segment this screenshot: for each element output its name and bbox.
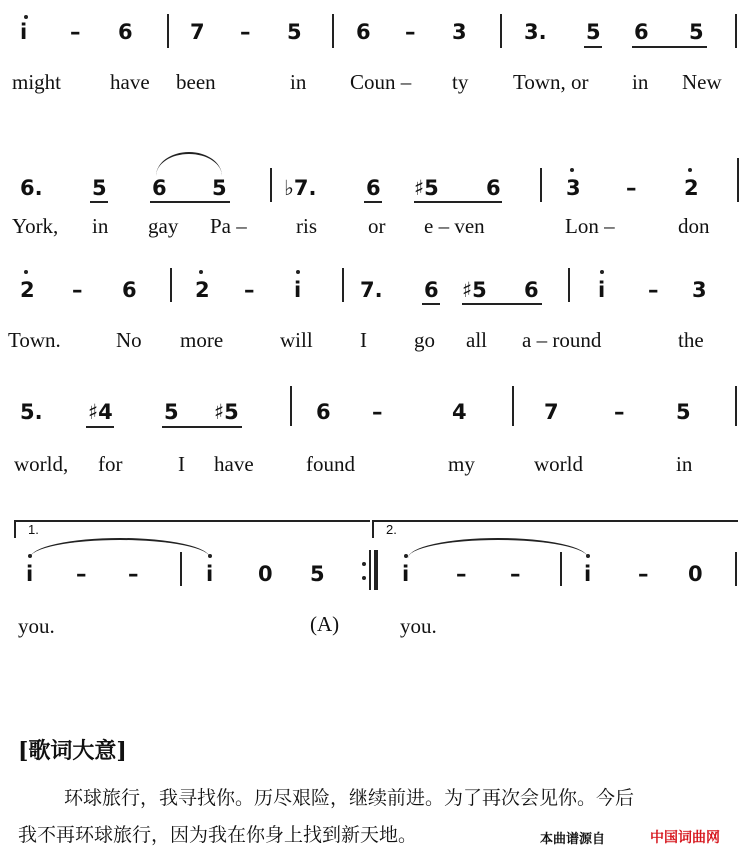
note: i xyxy=(206,562,214,586)
dash: – xyxy=(614,400,625,424)
note: 6 xyxy=(486,176,501,200)
barline xyxy=(342,268,344,302)
note: ♯4 xyxy=(88,400,113,424)
note: 2 xyxy=(20,278,35,302)
note: 5 xyxy=(586,20,601,44)
lyrics-meaning-line-1: 环球旅行，我寻找你。历尽艰险，继续前进。为了再次会见你。今后 xyxy=(64,787,635,809)
volta-2-label: 2. xyxy=(386,522,397,537)
octave-dot xyxy=(28,554,32,558)
lyric: a – round xyxy=(522,328,602,352)
site-brand: 中国词曲网 xyxy=(650,830,720,846)
barline xyxy=(167,14,169,48)
note: 5. xyxy=(20,400,43,424)
volta-bracket-2 xyxy=(372,520,738,522)
note: 7. xyxy=(360,278,383,302)
lyric: have xyxy=(110,70,150,94)
note: ♭7. xyxy=(284,176,317,200)
lyric: ris xyxy=(296,214,317,238)
repeat-barline-thick xyxy=(374,550,378,590)
lyric: been xyxy=(176,70,216,94)
note: 5 xyxy=(310,562,325,586)
barline xyxy=(737,158,739,202)
note: i xyxy=(26,562,34,586)
note: 6 xyxy=(524,278,539,302)
lyric: have xyxy=(214,452,254,476)
lyric: might xyxy=(12,70,62,94)
note: 5 xyxy=(676,400,691,424)
note: 5 xyxy=(287,20,302,44)
dash: – xyxy=(70,20,81,44)
octave-dot xyxy=(24,270,28,274)
slur xyxy=(156,152,222,176)
barline xyxy=(332,14,334,48)
note: 3 xyxy=(452,20,467,44)
source-credit: 本曲谱源自 xyxy=(540,832,606,847)
lyric: Lon – xyxy=(565,214,615,238)
barline xyxy=(180,552,182,586)
lyric: gay xyxy=(148,214,179,238)
underline xyxy=(414,201,502,203)
note: 6 xyxy=(122,278,137,302)
lyric: all xyxy=(466,328,487,352)
dash: – xyxy=(244,278,255,302)
lyric: e – ven xyxy=(424,214,485,238)
barline xyxy=(568,268,570,302)
dash: – xyxy=(510,562,521,586)
volta-bracket-1 xyxy=(14,520,370,522)
lyric: you. xyxy=(18,614,55,638)
octave-dot xyxy=(24,15,28,19)
repeat-dot xyxy=(362,576,366,580)
barline xyxy=(540,168,542,202)
lyric: my xyxy=(448,452,475,476)
underline xyxy=(90,201,108,203)
lyric: in xyxy=(290,70,307,94)
lyric: Town, or xyxy=(513,70,589,94)
octave-dot xyxy=(208,554,212,558)
note: 5 xyxy=(92,176,107,200)
dash: – xyxy=(405,20,416,44)
lyric: York, xyxy=(12,214,59,238)
note: i xyxy=(294,278,302,302)
octave-dot xyxy=(296,270,300,274)
tie xyxy=(30,538,210,558)
repeat-dot xyxy=(362,562,366,566)
barline xyxy=(270,168,272,202)
section-title: [歌词大意] xyxy=(18,738,127,764)
volta-bracket-2-hook xyxy=(372,520,374,538)
underline xyxy=(86,426,114,428)
lyric: don xyxy=(678,214,710,238)
note: 3 xyxy=(692,278,707,302)
note: 5 xyxy=(212,176,227,200)
barline xyxy=(735,386,737,426)
dash: – xyxy=(72,278,83,302)
barline xyxy=(735,14,737,48)
note: ♯5 xyxy=(214,400,239,424)
note: 0 xyxy=(688,562,703,586)
octave-dot xyxy=(199,270,203,274)
barline xyxy=(512,386,514,426)
note: 0 xyxy=(258,562,273,586)
note: 6. xyxy=(20,176,43,200)
dash: – xyxy=(76,562,87,586)
lyric: world xyxy=(534,452,583,476)
lyric: (A) xyxy=(310,612,340,636)
volta-bracket-1-hook xyxy=(14,520,16,538)
dash: – xyxy=(456,562,467,586)
lyric: in xyxy=(632,70,649,94)
dash: – xyxy=(372,400,383,424)
dash: – xyxy=(128,562,139,586)
lyric: No xyxy=(116,328,142,352)
lyric: more xyxy=(180,328,224,352)
note: 7 xyxy=(190,20,205,44)
note: 4 xyxy=(452,400,467,424)
lyric: world, xyxy=(14,452,69,476)
octave-dot xyxy=(586,554,590,558)
lyric: will xyxy=(280,328,313,352)
note: i xyxy=(402,562,410,586)
underline xyxy=(632,46,707,48)
note: 6 xyxy=(118,20,133,44)
dash: – xyxy=(626,176,637,200)
lyrics-meaning-line-2: 我不再环球旅行，因为我在你身上找到新天地。 xyxy=(18,824,418,846)
dash: – xyxy=(638,562,649,586)
lyric: I xyxy=(178,452,185,476)
underline xyxy=(364,201,382,203)
dash: – xyxy=(240,20,251,44)
note: ♯5 xyxy=(462,278,487,302)
lyric: for xyxy=(98,452,123,476)
note: 2 xyxy=(684,176,699,200)
lyric: found xyxy=(306,452,355,476)
note: 6 xyxy=(356,20,371,44)
octave-dot xyxy=(404,554,408,558)
underline xyxy=(422,303,440,305)
dash: – xyxy=(648,278,659,302)
lyric: ty xyxy=(452,70,469,94)
note: 6 xyxy=(424,278,439,302)
barline xyxy=(290,386,292,426)
lyric: go xyxy=(414,328,435,352)
octave-dot xyxy=(600,270,604,274)
octave-dot xyxy=(570,168,574,172)
lyric: Town. xyxy=(8,328,61,352)
underline xyxy=(162,426,242,428)
note: i xyxy=(598,278,606,302)
lyric: in xyxy=(676,452,693,476)
note: 6 xyxy=(152,176,167,200)
volta-1-label: 1. xyxy=(28,522,39,537)
note: 3 xyxy=(566,176,581,200)
lyric: you. xyxy=(400,614,437,638)
note: 6 xyxy=(634,20,649,44)
underline xyxy=(150,201,230,203)
note: 3. xyxy=(524,20,547,44)
barline xyxy=(735,552,737,586)
note: 6 xyxy=(366,176,381,200)
note: ♯5 xyxy=(414,176,439,200)
barline xyxy=(170,268,172,302)
barline xyxy=(500,14,502,48)
octave-dot xyxy=(688,168,692,172)
note: i xyxy=(584,562,592,586)
note: 5 xyxy=(689,20,704,44)
note: 6 xyxy=(316,400,331,424)
lyric: or xyxy=(368,214,386,238)
barline xyxy=(560,552,562,586)
lyric: I xyxy=(360,328,367,352)
underline xyxy=(584,46,602,48)
lyric: New xyxy=(682,70,722,94)
note: 7 xyxy=(544,400,559,424)
note: 2 xyxy=(195,278,210,302)
underline xyxy=(462,303,542,305)
lyric: in xyxy=(92,214,109,238)
lyric: Coun – xyxy=(350,70,412,94)
repeat-barline xyxy=(369,550,371,590)
lyric: Pa – xyxy=(210,214,247,238)
note: 5 xyxy=(164,400,179,424)
lyric: the xyxy=(678,328,704,352)
note: i xyxy=(20,20,28,44)
